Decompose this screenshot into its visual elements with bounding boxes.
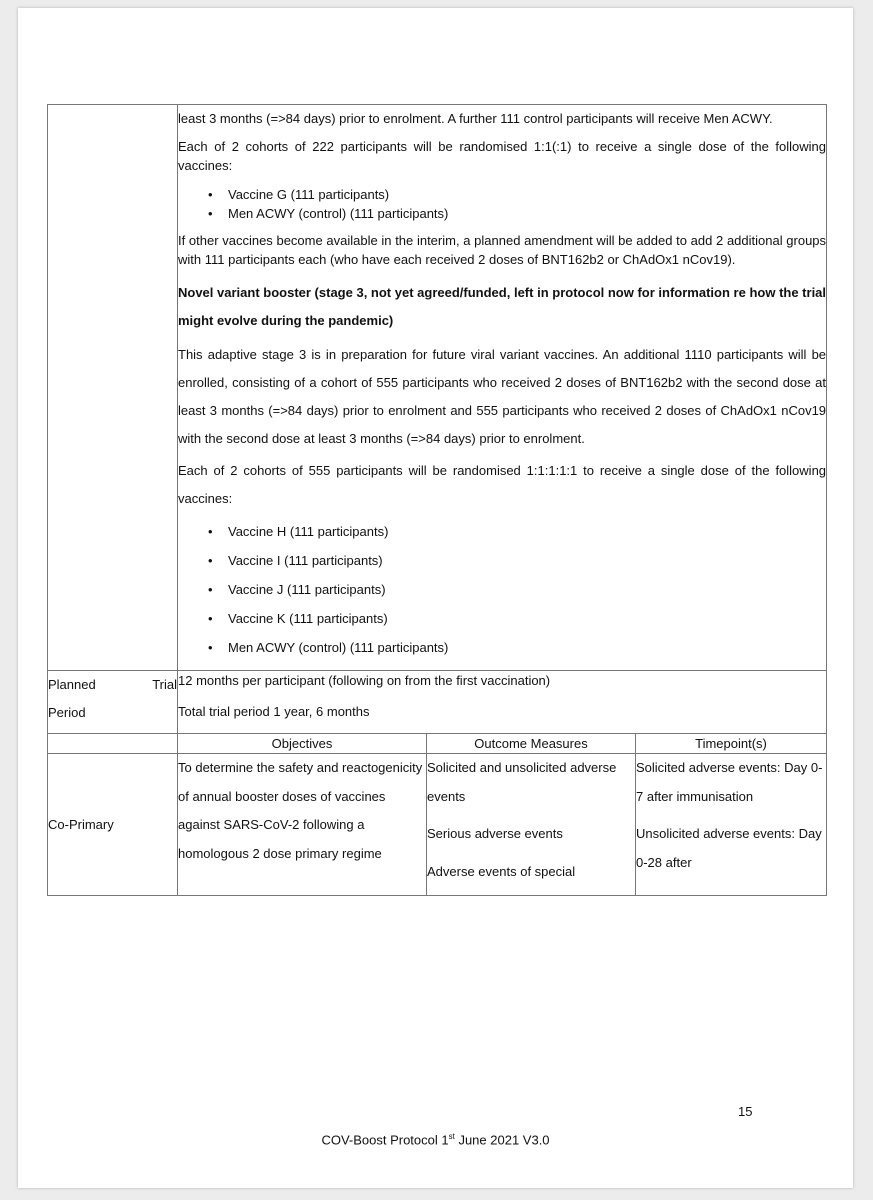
period-label-cell <box>48 671 178 734</box>
period-line-1: 12 months per participant (following on from the first vaccination) <box>178 673 551 688</box>
vaccine-list-2 <box>178 517 826 662</box>
list-item: • Men ACWY (control) (111 participants) <box>178 204 826 223</box>
design-row <box>48 105 827 671</box>
timepoint-item: Solicited adverse events: Day 0-7 after immunisation <box>636 760 823 804</box>
design-content-cell <box>178 105 827 671</box>
period-row <box>48 671 827 734</box>
footer-suffix: June 2021 V3.0 <box>454 1132 550 1148</box>
amendment-paragraph: If other vaccines become available in the interim, a planned amendment will be added to add 2 additional groups with 111 participants each (who have each received 2 doses of BNT162b2 or ChAdOx1 nCov19). <box>178 233 827 267</box>
period-line-2: Total trial period 1 year, 6 months <box>178 704 370 719</box>
period-label-word: Planned <box>48 677 96 692</box>
list-item: • Vaccine J (111 participants) <box>178 575 826 604</box>
footer-prefix: COV-Boost Protocol 1 <box>321 1132 449 1148</box>
design-label-cell <box>48 105 178 671</box>
header-timepoints: Timepoint(s) <box>636 734 827 754</box>
page-number: 15 <box>738 1104 753 1119</box>
list-item: • Men ACWY (control) (111 participants) <box>178 633 826 662</box>
cohort-paragraph-1: Each of 2 cohorts of 222 participants will be randomised 1:1(:1) to receive a single dose of the following vaccines: <box>178 139 827 173</box>
list-item: • Vaccine H (111 participants) <box>178 517 826 546</box>
protocol-table <box>47 104 827 896</box>
objective-cell: To determine the safety and reactogenicity of annual booster doses of vaccines against SARS-CoV-2 following a homologous 2 dose primary regime <box>178 754 427 896</box>
list-item: • Vaccine G (111 participants) <box>178 185 826 204</box>
outcome-item: Adverse events of special <box>427 863 576 879</box>
outcome-cell <box>427 754 636 896</box>
header-outcome-measures: Outcome Measures <box>427 734 636 754</box>
period-label-word: Period <box>48 705 86 720</box>
intro-paragraph: least 3 months (=>84 days) prior to enrolment. A further 111 control participants will receive Men ACWY. <box>178 111 773 126</box>
header-empty-cell <box>48 734 178 754</box>
co-primary-row <box>48 754 827 896</box>
list-item: • Vaccine K (111 participants) <box>178 604 826 633</box>
footer <box>18 1132 853 1147</box>
header-objectives: Objectives <box>178 734 427 754</box>
stage3-heading: Novel variant booster (stage 3, not yet agreed/funded, left in protocol now for information re how the trial might evolve during the pandemic) <box>178 285 827 328</box>
period-content-cell <box>178 671 827 734</box>
timepoint-item: Unsolicited adverse events: Day 0-28 after <box>636 826 822 870</box>
footer-superscript: st <box>448 1132 455 1141</box>
outcome-item: Solicited and unsolicited adverse events <box>427 760 617 804</box>
vaccine-list-1 <box>178 185 826 223</box>
timepoint-cell <box>636 754 827 896</box>
list-item: • Vaccine I (111 participants) <box>178 546 826 575</box>
header-row <box>48 734 827 754</box>
document-page <box>18 8 853 1188</box>
outcome-item: Serious adverse events <box>427 826 563 841</box>
cohort-paragraph-2: Each of 2 cohorts of 555 participants will be randomised 1:1:1:1:1 to receive a single dose of the following vaccines: <box>178 463 827 506</box>
period-label-word: Trial <box>152 677 177 692</box>
co-primary-label: Co-Primary <box>48 754 178 896</box>
stage3-paragraph: This adaptive stage 3 is in preparation for future viral variant vaccines. An additional 1110 participants will be enrolled, consisting of a cohort of 555 participants who received 2 doses of BNT162b2 with the second dose at least 3 months (=>84 days) prior to enrolment and 555 participants who received 2 doses of ChAdOx1 nCov19 with the second dose at least 3 months (=>84 days) prior to enrolment. <box>178 347 827 446</box>
